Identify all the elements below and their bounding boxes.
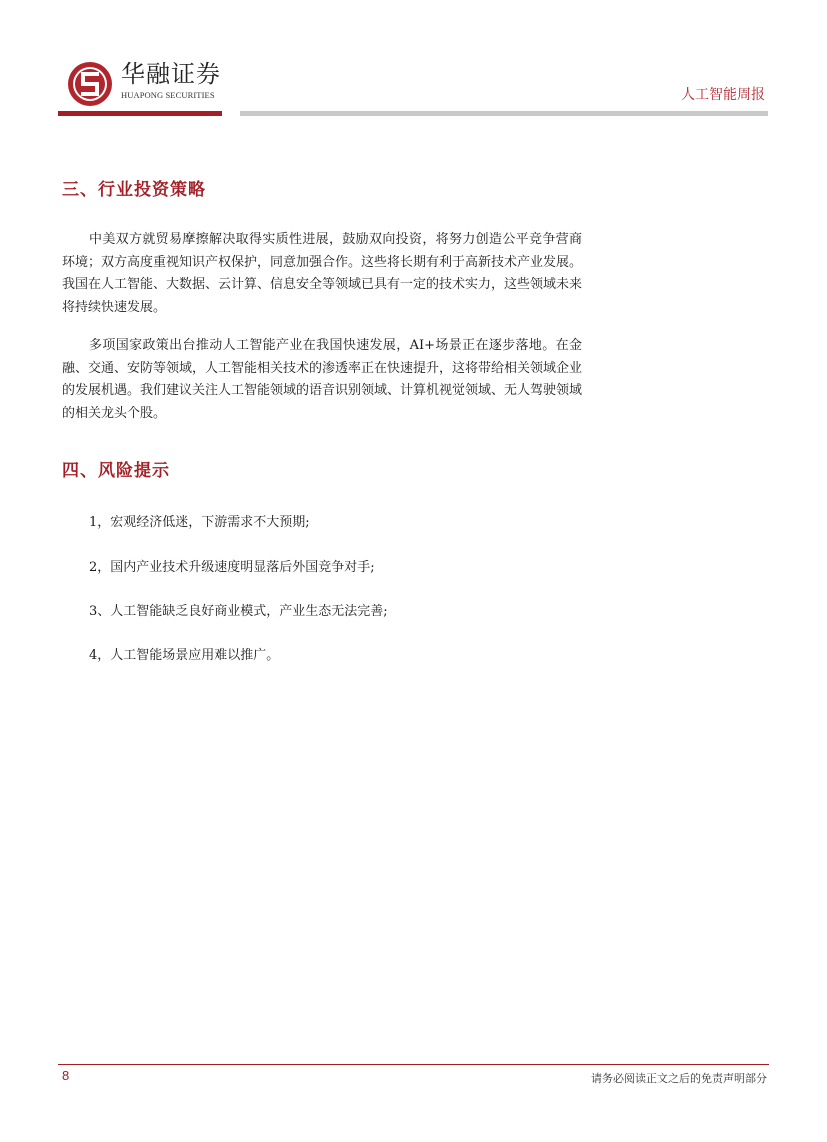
strategy-paragraph-2: 多项国家政策出台推动人工智能产业在我国快速发展，AI+场景正在逐步落地。在金融、交通、安防等领域，人工智能相关技术的渗透率正在快速提升，这将带给相关领域企业的发展机遇。我们建议关注人工智能领域的语音识别领域、计算机视觉领域、无人驾驶领域的相关龙头个股。 bbox=[62, 338, 583, 421]
risk-item: 2，国内产业技术升级速度明显落后外国竞争对手; bbox=[89, 560, 375, 575]
report-type-label: 人工智能周报 bbox=[681, 87, 765, 103]
header-divider-gray bbox=[240, 111, 768, 116]
brand-name-en: HUAPONG SECURITIES bbox=[121, 90, 215, 100]
header-divider-accent bbox=[58, 111, 222, 116]
strategy-paragraph-1: 中美双方就贸易摩擦解决取得实质性进展，鼓励双向投资，将努力创造公平竞争营商环境；双方高度重视知识产权保护，同意加强合作。这些将长期有利于高新技术产业发展。我国在人工智能、大数据、云计算、信息安全等领域已具有一定的技术实力，这些领域未来将持续快速发展。 bbox=[62, 232, 583, 315]
page-number: 8 bbox=[62, 1068, 70, 1083]
section-heading-strategy: 三、行业投资策略 bbox=[62, 180, 206, 200]
risk-item: 4，人工智能场景应用难以推广。 bbox=[89, 648, 280, 663]
brand-name-cn: 华融证券 bbox=[121, 60, 221, 88]
footer-divider bbox=[58, 1064, 769, 1065]
footer-disclaimer: 请务必阅读正文之后的免责声明部分 bbox=[591, 1072, 767, 1085]
risk-item: 3、人工智能缺乏良好商业模式，产业生态无法完善; bbox=[89, 604, 388, 619]
huarong-logo-icon bbox=[66, 60, 114, 108]
section-heading-risks: 四、风险提示 bbox=[62, 461, 170, 481]
risk-item: 1，宏观经济低迷，下游需求不大预期; bbox=[89, 515, 310, 530]
